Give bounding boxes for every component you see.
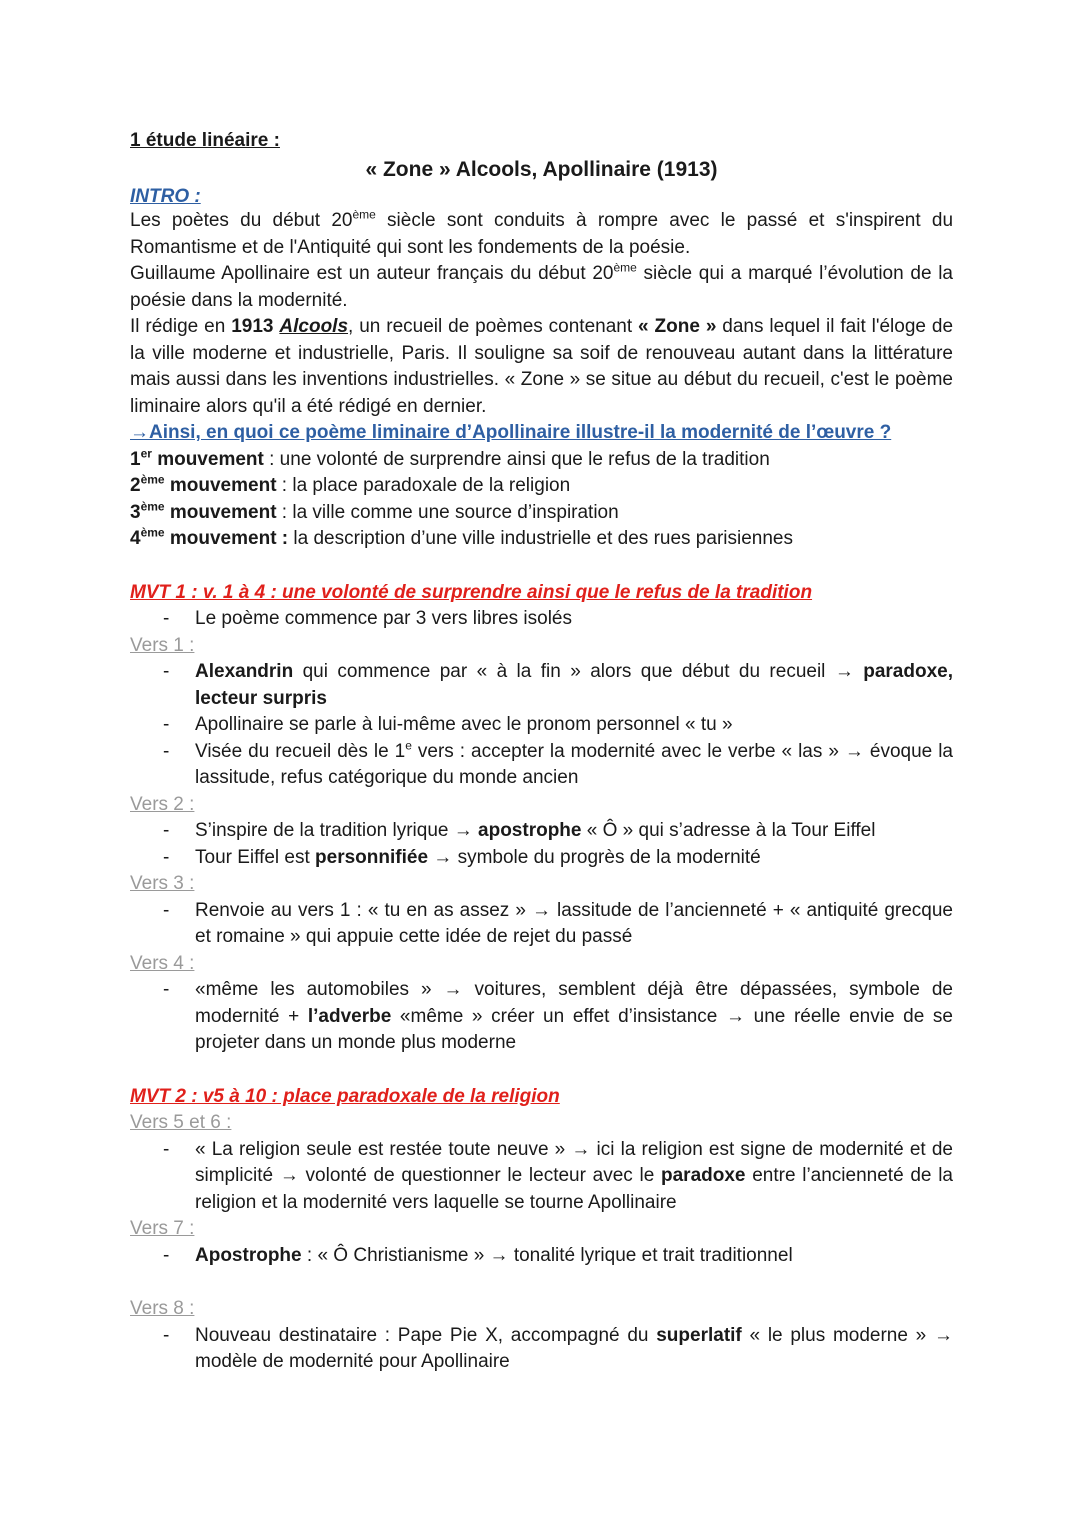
vers8-label: Vers 8 : [130,1298,195,1319]
section-label: 1 étude linéaire : [130,130,280,151]
vers2-label: Vers 2 : [130,793,195,815]
movement-1: 1er mouvement : une volonté de surprendre ainsi que le refus de la tradition [130,446,770,470]
list-item: - Alexandrin qui commence par « à la fin » alors que début du recueil → paradoxe, lecteur surpris [130,659,953,712]
list-item: - Le poème commence par 3 vers libres isolés [130,606,953,633]
intro-label: INTRO : [130,186,201,207]
problematic-question: →Ainsi, en quoi ce poème liminaire d’Apollinaire illustre-il la modernité de l’œuvre ? [130,422,892,443]
movement-4: 4ème mouvement : la description d’une ville industrielle et des rues parisiennes [130,525,793,549]
document-page [130,130,953,1376]
list-item: - «même les automobiles » → voitures, semblent déjà être dépassées, symbole de modernité + l’adverbe «même » créer un effet d’insistance → une réelle envie de se projeter dans un monde plus moderne [130,977,953,1057]
movement-3: 3ème mouvement : la ville comme une source d’inspiration [130,499,619,523]
vers56-label: Vers 5 et 6 : [130,1112,232,1133]
list-item: - Visée du recueil dès le 1e vers : accepter la modernité avec le verbe « las » → évoque la lassitude, refus catégorique du monde ancien [130,739,953,792]
vers4-label: Vers 4 : [130,952,195,974]
vers1-label: Vers 1 : [130,634,195,656]
list-item: - Apollinaire se parle à lui-même avec le pronom personnel « tu » [130,712,953,739]
mvt1-heading: MVT 1 : v. 1 à 4 : une volonté de surprendre ainsi que le refus de la tradition [130,581,813,603]
vers7-label: Vers 7 : [130,1218,195,1239]
vers3-label: Vers 3 : [130,873,195,894]
movement-2: 2ème mouvement : la place paradoxale de la religion [130,472,571,496]
mvt2-heading: MVT 2 : v5 à 10 : place paradoxale de la religion [130,1085,560,1107]
list-item: - Nouveau destinataire : Pape Pie X, accompagné du superlatif « le plus moderne » → modèle de modernité pour Apollinaire [130,1323,953,1376]
list-item: - Renvoie au vers 1 : « tu en as assez » → lassitude de l’ancienneté + « antiquité grecque et romaine » qui appuie cette idée de rejet du passé [130,898,953,951]
page-title: « Zone » Alcools, Apollinaire (1913) [365,158,718,181]
intro-paragraph-1: Les poètes du début 20ème siècle sont conduits à rompre avec le passé et s'inspirent du Romantisme et de l'Antiquité qui sont les fondements de la poésie. [130,207,954,258]
intro-paragraph-3: Il rédige en 1913 Alcools, un recueil de poèmes contenant « Zone » dans lequel il fait l'éloge de la ville moderne et industrielle, Paris. Il souligne sa soif de renouveau autant dans la littérature mais aussi dans les inventions industrielles. « Zone » se situe au début du recueil, c'est le poème liminaire alors qu'il a été rédigé en dernier. [130,316,954,417]
list-item: - Tour Eiffel est personnifiée → symbole du progrès de la modernité [130,845,953,872]
list-item: - Apostrophe : « Ô Christianisme » → tonalité lyrique et trait traditionnel [130,1243,953,1270]
list-item: - « La religion seule est restée toute neuve » → ici la religion est signe de modernité et de simplicité → volonté de questionner le lecteur avec le paradoxe entre l’ancienneté de la religion et la modernité vers laquelle se tourne Apollinaire [130,1137,953,1217]
list-item: - S’inspire de la tradition lyrique → apostrophe « Ô » qui s’adresse à la Tour Eiffel [130,818,953,845]
intro-paragraph-2: Guillaume Apollinaire est un auteur français du début 20ème siècle qui a marqué l’évolution de la poésie dans la modernité. [130,260,953,311]
